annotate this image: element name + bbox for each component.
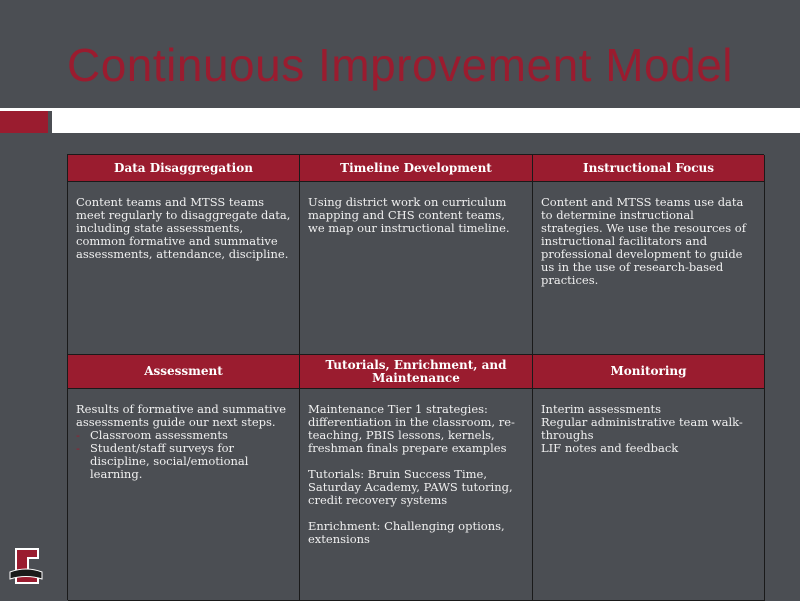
header-monitoring: Monitoring [533, 355, 765, 389]
enrichment-text: Enrichment: Challenging options, extensions [308, 519, 505, 546]
cell-instructional-focus [533, 182, 765, 355]
assessment-intro: Results of formative and summative assessments guide our next steps. [76, 402, 287, 429]
monitoring-line: LIF notes and feedback [541, 441, 679, 455]
cell-data-disaggregation [68, 182, 300, 355]
cell-tutorials [300, 389, 533, 601]
list-item: - Student/staff surveys for discipline, social/emotional learning. [90, 442, 291, 481]
tutorials-text: Tutorials: Bruin Success Time, Saturday Academy, PAWS tutoring, credit recovery systems [308, 467, 513, 507]
model-table [67, 154, 764, 600]
list-item: - Classroom assessments [90, 429, 291, 442]
accent-block [0, 111, 48, 133]
header-data-disaggregation: Data Disaggregation [68, 155, 300, 182]
bruins-logo-icon [8, 546, 44, 586]
cell-timeline-development [300, 182, 533, 355]
header-timeline-development: Timeline Development [300, 155, 533, 182]
cell-text: Content teams and MTSS teams meet regularly to disaggregate data, including state assessments, common formative and summative assessments, attendance, discipline. [76, 195, 291, 261]
monitoring-line: Regular administrative team walk-throughs [541, 415, 743, 442]
cell-text: Content and MTSS teams use data to determine instructional strategies. We use the resources of instructional facilitators and professional development to guide us in the use of research-based practices. [541, 195, 746, 287]
monitoring-line: Interim assessments [541, 402, 662, 416]
assessment-list [76, 429, 291, 481]
header-tutorials: Tutorials, Enrichment, and Maintenance [300, 355, 533, 389]
header-instructional-focus: Instructional Focus [533, 155, 765, 182]
maintenance-text: Maintenance Tier 1 strategies: differentiation in the classroom, re-teaching, PBIS lessons, kernels, freshman finals prepare examples [308, 402, 515, 455]
slide-title: Continuous Improvement Model [67, 39, 733, 91]
header-assessment: Assessment [68, 355, 300, 389]
cell-assessment [68, 389, 300, 601]
cell-monitoring [533, 389, 765, 601]
cell-text: Using district work on curriculum mapping and CHS content teams, we map our instructional timeline. [308, 195, 510, 235]
title-band [0, 0, 800, 108]
divider-bar [52, 111, 800, 133]
